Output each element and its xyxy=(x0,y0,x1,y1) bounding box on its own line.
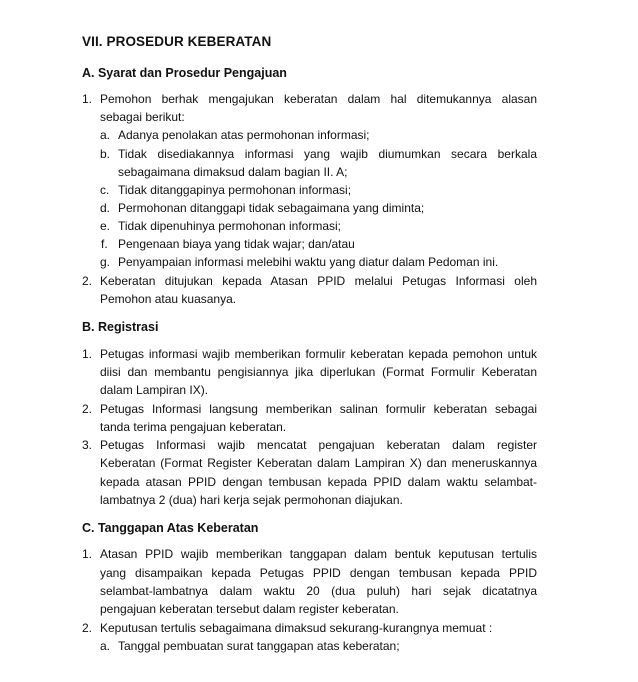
c-sub-a-text: Tanggal pembuatan surat tanggapan atas keberatan; xyxy=(118,639,400,653)
section-a-heading: A. Syarat dan Prosedur Pengajuan xyxy=(82,66,287,80)
b-item3-line2: Keberatan (Format Register Keberatan dalam Lampiran X) dan meneruskannya xyxy=(100,456,537,470)
chapter-title: VII. PROSEDUR KEBERATAN xyxy=(82,34,272,49)
b-item3-line4: lambatnya 2 (dua) hari kerja sejak permohonan diajukan. xyxy=(100,493,403,507)
c-item2-number: 2. xyxy=(82,621,93,635)
a-sub-d-mark: d. xyxy=(100,201,111,215)
a-item1-line2: sebagai berikut: xyxy=(100,110,185,124)
b-item2-line1: Petugas Informasi langsung memberikan salinan formulir keberatan sebagai xyxy=(100,402,537,416)
b-item3-line3: kepada atasan PPID dengan tembusan kepada PPID dalam waktu selambat- xyxy=(100,475,537,489)
a-sub-d-text: Permohonan ditanggapi tidak sebagaimana yang diminta; xyxy=(118,201,425,215)
b-item2-number: 2. xyxy=(82,402,93,416)
c-sub-a-mark: a. xyxy=(100,639,111,653)
a-sub-b-text: Tidak disediakannya informasi yang wajib diumumkan secara berkala xyxy=(118,147,537,161)
b-item3-line1: Petugas Informasi wajib mencatat pengajuan keberatan dalam register xyxy=(100,438,537,452)
b-item1-line1: Petugas informasi wajib memberikan formulir keberatan kepada pemohon untuk xyxy=(100,347,537,361)
c-item1-line4: pengajuan keberatan tersebut dalam register keberatan. xyxy=(100,602,399,616)
c-item1-number: 1. xyxy=(82,547,93,561)
a-sub-b-text2: sebagaimana dimaksud dalam bagian II. A; xyxy=(118,165,348,179)
c-item1-line3: selambat-lambatnya dalam waktu 20 (dua puluh) hari sejak dicatatnya xyxy=(100,584,537,598)
b-item3-number: 3. xyxy=(82,438,93,452)
a-item2-number: 2. xyxy=(82,274,93,288)
a-sub-e-text: Tidak dipenuhinya permohonan informasi; xyxy=(118,219,342,233)
a-sub-f-text: Pengenaan biaya yang tidak wajar; dan/atau xyxy=(118,237,355,251)
a-sub-g-text: Penyampaian informasi melebihi waktu yang diatur dalam Pedoman ini. xyxy=(118,255,499,269)
a-sub-a-mark: a. xyxy=(100,128,111,142)
section-b-heading: B. Registrasi xyxy=(82,320,159,334)
c-item2-line1: Keputusan tertulis sebagaimana dimaksud sekurang-kurangnya memuat : xyxy=(100,621,493,635)
a-sub-a-text: Adanya penolakan atas permohonan informasi; xyxy=(118,128,370,142)
b-item1-number: 1. xyxy=(82,347,93,361)
a-sub-g-mark: g. xyxy=(100,255,111,269)
a-sub-b-mark: b. xyxy=(100,147,111,161)
a-sub-c-text: Tidak ditanggapinya permohonan informasi; xyxy=(118,183,352,197)
section-c-heading: C. Tanggapan Atas Keberatan xyxy=(82,521,259,535)
b-item2-line2: tanda terima pengajuan keberatan. xyxy=(100,420,287,434)
b-item1-line2: diisi dan membantu pengisiannya jika diperlukan (Format Formulir Keberatan xyxy=(100,365,537,379)
a-item2-line1: Keberatan ditujukan kepada Atasan PPID melalui Petugas Informasi oleh xyxy=(100,274,537,288)
a-sub-c-mark: c. xyxy=(100,183,110,197)
a-sub-f-mark: f. xyxy=(101,237,108,251)
a-sub-e-mark: e. xyxy=(100,219,111,233)
a-item1-line1: Pemohon berhak mengajukan keberatan dalam hal ditemukannya alasan xyxy=(100,92,537,106)
a-item1-number: 1. xyxy=(82,92,93,106)
c-item1-line2: yang disampaikan kepada Petugas PPID dengan tembusan kepada PPID xyxy=(100,566,537,580)
c-item1-line1: Atasan PPID wajib memberikan tanggapan dalam bentuk keputusan tertulis xyxy=(100,547,537,561)
a-item2-line2: Pemohon atau kuasanya. xyxy=(100,292,237,306)
b-item1-line3: dalam Lampiran IX). xyxy=(100,383,209,397)
